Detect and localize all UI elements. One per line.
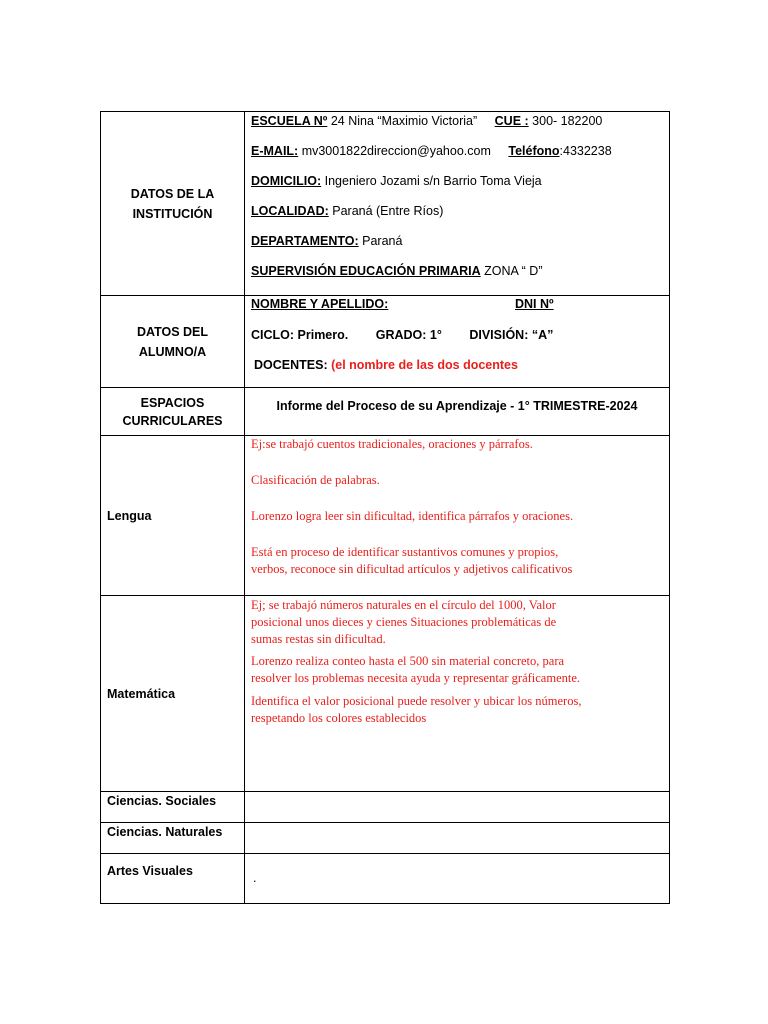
telefono-label: Teléfono [508, 144, 560, 158]
lengua-paragraph-1: Ej:se trabajó cuentos tradicionales, oraciones y párrafos. [251, 437, 533, 451]
departamento-label: DEPARTAMENTO: [251, 234, 359, 248]
espacios-label-line1: ESPACIOS [140, 395, 205, 410]
escuela-value: 24 Nina “Maximio Victoria” [327, 114, 478, 128]
matematica-paragraph-2-line2: resolver los problemas necesita ayuda y representar gráficamente. [251, 671, 581, 685]
student-details [245, 296, 670, 388]
domicilio-label: DOMICILIO: [251, 174, 322, 188]
report-table [100, 111, 670, 904]
institution-details [245, 112, 670, 296]
matematica-paragraph-1-line2: posicional unos dieces y cienes Situaciones problemáticas de [251, 615, 557, 629]
email-value: mv3001822direccion@yahoo.com [298, 144, 491, 158]
institution-label [101, 112, 245, 296]
lengua-paragraph-3: Lorenzo logra leer sin dificultad, identifica párrafos y oraciones. [251, 509, 574, 523]
matematica-paragraph-1-line3: sumas restas sin dificultad. [251, 632, 386, 646]
nombre-label: NOMBRE Y APELLIDO: [251, 297, 389, 311]
institution-label-line2: INSTITUCIÓN [132, 206, 213, 221]
naturales-label: Ciencias. Naturales [101, 823, 245, 854]
lengua-row [101, 436, 670, 596]
sociales-label: Ciencias. Sociales [101, 792, 245, 823]
matematica-row [101, 596, 670, 792]
email-label: E-MAIL: [251, 144, 299, 158]
sociales-content [245, 792, 670, 823]
student-row [101, 296, 670, 388]
artes-label: Artes Visuales [101, 854, 245, 904]
docentes-value: (el nombre de las dos docentes [327, 358, 518, 372]
informe-title: Informe del Proceso de su Aprendizaje - 1° TRIMESTRE-2024 [245, 388, 670, 436]
matematica-paragraph-3-line2: respetando los colores establecidos [251, 711, 427, 725]
cue-value: 300- 182200 [528, 114, 603, 128]
domicilio-value: Ingeniero Jozami s/n Barrio Toma Vieja [321, 174, 542, 188]
espacios-label-line2: CURRICULARES [122, 413, 223, 428]
espacios-label [101, 388, 245, 436]
institution-row [101, 112, 670, 296]
student-label [101, 296, 245, 388]
localidad-label: LOCALIDAD: [251, 204, 329, 218]
supervision-value: ZONA “ D” [480, 264, 543, 278]
naturales-row [101, 823, 670, 854]
lengua-paragraph-2: Clasificación de palabras. [251, 473, 380, 487]
localidad-value: Paraná (Entre Ríos) [328, 204, 444, 218]
docentes-label: DOCENTES: [254, 358, 328, 372]
lengua-label: Lengua [101, 436, 245, 596]
sociales-row [101, 792, 670, 823]
lengua-paragraph-4-line2: verbos, reconoce sin dificultad artículos y adjetivos calificativos [251, 562, 573, 576]
division-text: DIVISIÓN: “A” [469, 328, 554, 342]
ciclo-text: CICLO: Primero. [251, 328, 349, 342]
student-label-line2: ALUMNO/A [138, 344, 207, 359]
departamento-value: Paraná [358, 234, 403, 248]
artes-content: . [245, 854, 670, 904]
grado-text: GRADO: 1° [375, 328, 442, 342]
naturales-content [245, 823, 670, 854]
lengua-content [245, 436, 670, 596]
header-row [101, 388, 670, 436]
lengua-paragraph-4-line1: Está en proceso de identificar sustantivos comunes y propios, [251, 545, 559, 559]
escuela-label: ESCUELA Nº [251, 114, 328, 128]
matematica-content [245, 596, 670, 792]
student-label-line1: DATOS DEL [136, 324, 209, 339]
institution-label-line1: DATOS DE LA [130, 186, 215, 201]
matematica-paragraph-2-line1: Lorenzo realiza conteo hasta el 500 sin material concreto, para [251, 654, 565, 668]
dni-label: DNI Nº [515, 297, 554, 311]
matematica-paragraph-3-line1: Identifica el valor posicional puede resolver y ubicar los números, [251, 694, 582, 708]
telefono-value: :4332238 [559, 144, 612, 158]
matematica-paragraph-1-line1: Ej; se trabajó números naturales en el círculo del 1000, Valor [251, 598, 556, 612]
artes-row [101, 854, 670, 904]
supervision-label: SUPERVISIÓN EDUCACIÓN PRIMARIA [251, 264, 481, 278]
matematica-label: Matemática [101, 596, 245, 792]
cue-label: CUE : [494, 114, 529, 128]
